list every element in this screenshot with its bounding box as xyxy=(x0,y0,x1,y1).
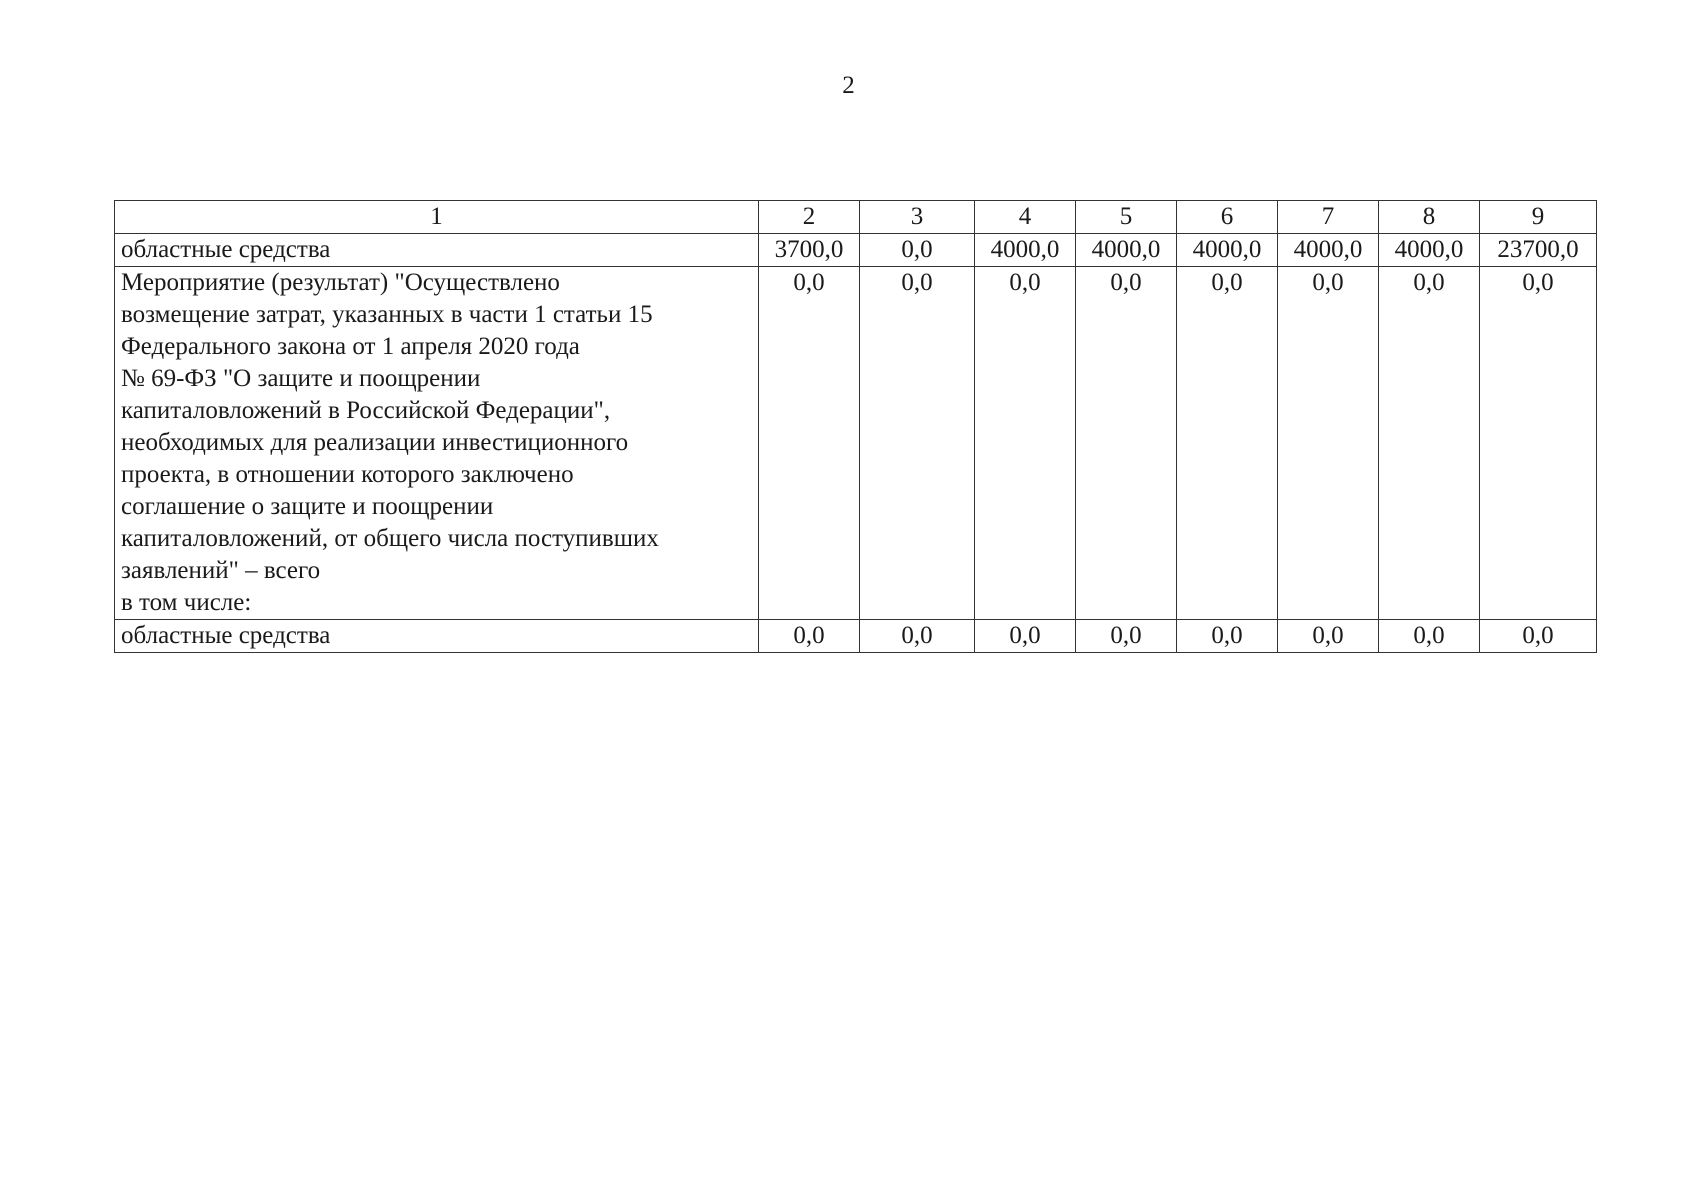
row-label xyxy=(115,234,759,267)
row-label-line: проекта, в отношении которого заключено xyxy=(121,461,574,488)
column-header: 4 xyxy=(975,201,1076,234)
cell-value: 0,0 xyxy=(1480,267,1597,620)
row-label xyxy=(115,620,759,653)
cell-value: 23700,0 xyxy=(1480,234,1597,267)
page-number: 2 xyxy=(842,72,855,99)
column-header: 2 xyxy=(759,201,860,234)
row-label-line: необходимых для реализации инвестиционного xyxy=(121,429,629,456)
row-label-line: капиталовложений, от общего числа поступивших xyxy=(121,525,659,552)
cell-value: 0,0 xyxy=(1076,267,1177,620)
column-header: 9 xyxy=(1480,201,1597,234)
cell-value: 0,0 xyxy=(1480,620,1597,653)
cell-value: 4000,0 xyxy=(975,234,1076,267)
cell-value: 0,0 xyxy=(1177,267,1278,620)
cell-value: 0,0 xyxy=(1379,620,1480,653)
table-row xyxy=(115,267,1597,620)
row-label-line: возмещение затрат, указанных в части 1 статьи 15 xyxy=(121,301,653,328)
budget-table xyxy=(114,200,1597,653)
cell-value: 4000,0 xyxy=(1177,234,1278,267)
row-label-line: заявлений" – всего xyxy=(121,557,321,584)
row-label-line: Мероприятие (результат) "Осуществлено xyxy=(121,269,560,296)
column-header: 7 xyxy=(1278,201,1379,234)
row-label xyxy=(115,267,759,620)
cell-value: 0,0 xyxy=(1076,620,1177,653)
table-row xyxy=(115,234,1597,267)
cell-value: 4000,0 xyxy=(1379,234,1480,267)
row-label-line: № 69-ФЗ "О защите и поощрении xyxy=(121,365,481,392)
cell-value: 0,0 xyxy=(759,620,860,653)
column-header: 6 xyxy=(1177,201,1278,234)
table-row xyxy=(115,620,1597,653)
cell-value: 0,0 xyxy=(860,267,975,620)
cell-value: 0,0 xyxy=(860,234,975,267)
row-label-line: соглашение о защите и поощрении xyxy=(121,493,494,520)
cell-value: 0,0 xyxy=(975,620,1076,653)
cell-value: 0,0 xyxy=(975,267,1076,620)
table-header-row xyxy=(115,201,1597,234)
cell-value: 0,0 xyxy=(1278,620,1379,653)
row-label-line: Федерального закона от 1 апреля 2020 года xyxy=(121,333,580,360)
cell-value: 0,0 xyxy=(1278,267,1379,620)
column-header: 1 xyxy=(115,201,759,234)
row-label-line: капиталовложений в Российской Федерации", xyxy=(121,397,611,424)
column-header: 8 xyxy=(1379,201,1480,234)
cell-value: 4000,0 xyxy=(1076,234,1177,267)
cell-value: 0,0 xyxy=(860,620,975,653)
cell-value: 0,0 xyxy=(759,267,860,620)
column-header: 5 xyxy=(1076,201,1177,234)
column-header: 3 xyxy=(860,201,975,234)
row-label-line: областные средства xyxy=(121,622,331,649)
row-label-line: областные средства xyxy=(121,236,331,263)
cell-value: 3700,0 xyxy=(759,234,860,267)
row-label-line: в том числе: xyxy=(121,589,252,616)
cell-value: 0,0 xyxy=(1177,620,1278,653)
cell-value: 0,0 xyxy=(1379,267,1480,620)
cell-value: 4000,0 xyxy=(1278,234,1379,267)
